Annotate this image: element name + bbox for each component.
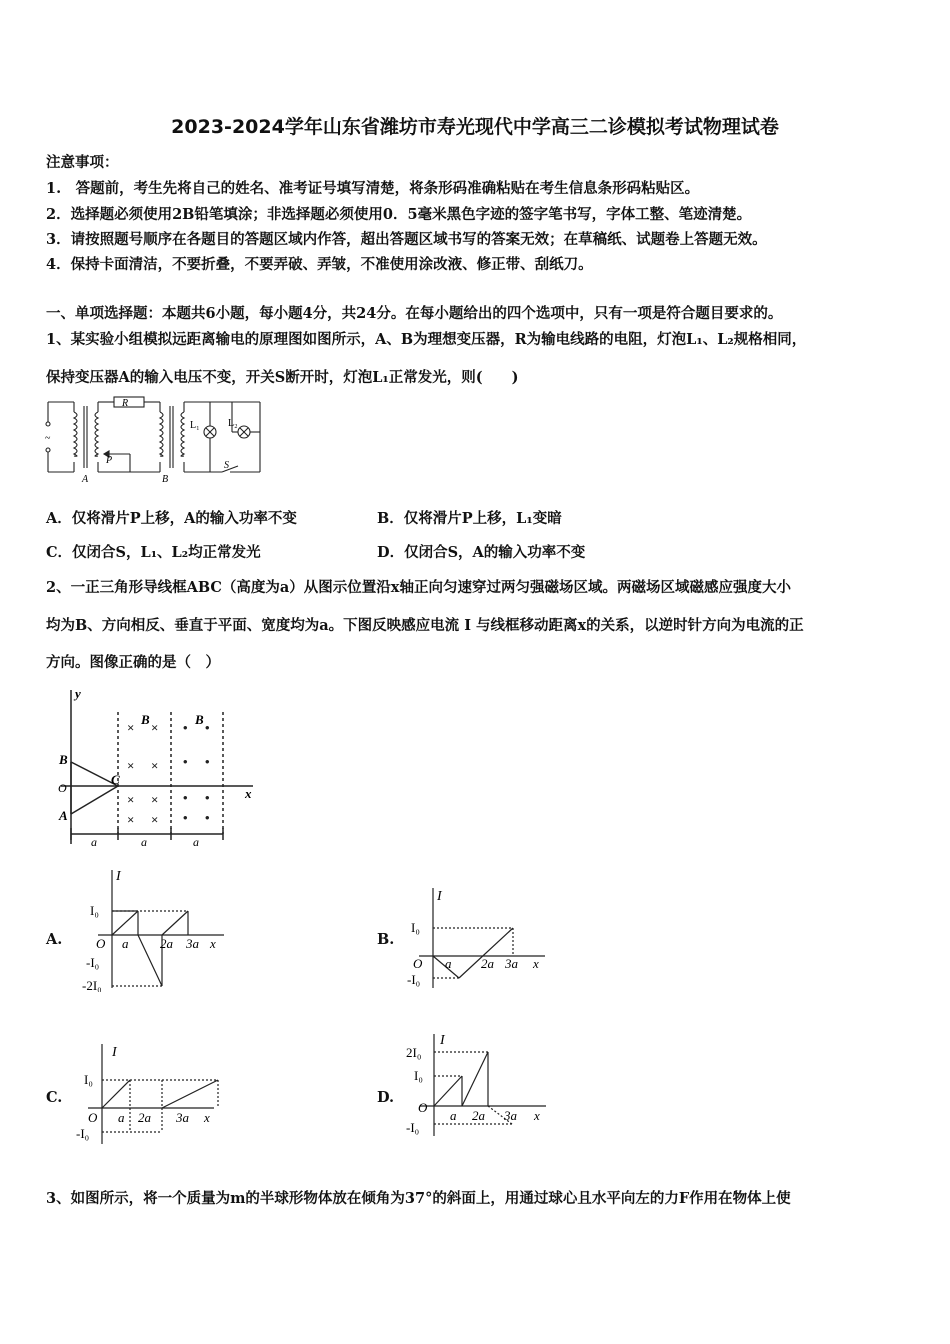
q2-stem-line2: 均为B、方向相反、垂直于平面、宽度均为a。下图反映感应电流 I 与线框移动距离x的关系，以逆时针方向为电流的正 [46, 617, 804, 634]
graph-3a-label: 3a [505, 956, 518, 971]
graph-3a-label: 3a [176, 1110, 189, 1125]
graph-i-label: I [116, 869, 121, 884]
svg-text:•: • [183, 720, 188, 735]
graph-2a-label: 2a [138, 1110, 151, 1125]
graph-i0-label: I₀ [411, 920, 420, 935]
y-axis-label: y [75, 686, 81, 701]
svg-text:×: × [151, 758, 159, 773]
lamp-l2-label: L₂ [228, 418, 238, 429]
svg-text:×: × [151, 812, 159, 827]
q2-option-c-graph [72, 1040, 222, 1146]
svg-text:×: × [151, 720, 159, 735]
q2-option-b-label[interactable]: B. [377, 931, 395, 948]
svg-text:•: • [183, 810, 188, 825]
q2-stem-line1: 2、一正三角形导线框ABC（高度为a）从图示位置沿x轴正向匀速穿过两匀强磁场区域。两磁场区域磁感应强度大小 [46, 579, 791, 596]
graph-i-label: I [437, 889, 442, 904]
graph-2a-label: 2a [472, 1108, 485, 1123]
section-heading: 一、单项选择题：本题共6小题，每小题4分，共24分。在每小题给出的四个选项中，只有一项是符合题目要求的。 [46, 305, 783, 322]
field2-b-label: B [195, 712, 204, 727]
graph-origin-label: O [418, 1100, 428, 1115]
q1-stem-line2: 保持变压器A的输入电压不变，开关S断开时，灯泡L₁正常发光，则( ) [46, 369, 519, 386]
svg-text:•: • [205, 810, 210, 825]
svg-text:•: • [205, 790, 210, 805]
lamp-l1-label: L₁ [190, 420, 200, 431]
graph-i0-label: I₀ [90, 903, 99, 918]
svg-text:•: • [205, 720, 210, 735]
graph-a-label: a [122, 936, 129, 951]
graph-i-label: I [440, 1033, 445, 1048]
graph-i0-label: I₀ [84, 1072, 93, 1087]
notice-item: 2．选择题必须使用2B铅笔填涂；非选择题必须使用0．5毫米黑色字迹的签字笔书写，字体工整、笔迹清楚。 [46, 206, 752, 223]
svg-text:×: × [127, 792, 135, 807]
graph-x-label: x [534, 1108, 540, 1123]
graph-x-label: x [210, 936, 216, 951]
graph-neg-i0-label: -I₀ [406, 1120, 420, 1135]
svg-text:×: × [127, 720, 135, 735]
graph-2i0-label: 2I₀ [406, 1045, 422, 1060]
graph-neg-i0-label: -I₀ [76, 1126, 90, 1141]
origin-label: O [58, 781, 67, 795]
ac-source-symbol: ~ [45, 433, 51, 444]
q2-stem-line3: 方向。图像正确的是（ ） [46, 654, 220, 671]
q1-option-b[interactable]: B．仅将滑片P上移，L₁变暗 [377, 510, 562, 527]
q1-option-d[interactable]: D．仅闭合S，A的输入功率不变 [377, 544, 586, 561]
switch-label: S [224, 460, 229, 471]
q2-field-figure [55, 684, 265, 852]
graph-3a-label: 3a [186, 936, 199, 951]
graph-i-label: I [112, 1045, 117, 1060]
notice-heading: 注意事项： [46, 154, 119, 171]
slider-label: P [106, 455, 113, 466]
notice-item: 1. 答题前，考生先将自己的姓名、准考证号填写清楚，将条形码准确粘贴在考生信息条形码粘贴区。 [46, 180, 700, 197]
graph-2a-label: 2a [160, 936, 173, 951]
svg-text:•: • [205, 754, 210, 769]
graph-x-label: x [533, 956, 539, 971]
q2-option-c-label[interactable]: C. [46, 1089, 63, 1106]
field1-b-label: B [141, 712, 150, 727]
resistor-label: R [122, 398, 129, 409]
x-axis-label: x [245, 786, 252, 801]
q2-option-a-graph [82, 866, 232, 992]
graph-origin-label: O [96, 936, 106, 951]
svg-text:•: • [183, 790, 188, 805]
transformer-a-label: A [82, 474, 89, 484]
graph-neg-i0-label: -I₀ [407, 972, 421, 987]
q2-option-d-graph [400, 1030, 550, 1140]
graph-origin-label: O [88, 1110, 98, 1125]
notice-item: 3．请按照题号顺序在各题目的答题区域内作答，超出答题区域书写的答案无效；在草稿纸、试题卷上答题无效。 [46, 231, 767, 248]
width-label: a [193, 835, 199, 849]
q3-stem-line1: 3、如图所示，将一个质量为m的半球形物体放在倾角为37°的斜面上，用通过球心且水平向左的力F作用在物体上使 [46, 1190, 791, 1207]
graph-a-label: a [450, 1108, 457, 1123]
q1-circuit-figure [42, 392, 267, 484]
width-label: a [141, 835, 147, 849]
graph-x-label: x [204, 1110, 210, 1125]
q2-option-d-label[interactable]: D. [377, 1089, 395, 1106]
graph-i0-label: I₀ [414, 1068, 423, 1083]
q1-option-a[interactable]: A．仅将滑片P上移，A的输入功率不变 [46, 510, 297, 527]
vertex-a-label: A [59, 808, 68, 823]
width-label: a [91, 835, 97, 849]
q2-option-a-label[interactable]: A. [46, 931, 63, 948]
vertex-b-label: B [59, 752, 68, 767]
graph-a-label: a [118, 1110, 125, 1125]
graph-neg-2i0-label: -2I₀ [82, 978, 102, 992]
graph-neg-i0-label: -I₀ [86, 955, 100, 970]
q1-option-c[interactable]: C．仅闭合S，L₁、L₂均正常发光 [46, 544, 261, 561]
svg-text:×: × [127, 758, 135, 773]
svg-text:×: × [127, 812, 135, 827]
svg-text:•: • [183, 754, 188, 769]
q1-stem-line1: 1、某实验小组模拟远距离输电的原理图如图所示，A、B为理想变压器，R为输电线路的电阻，灯泡L₁、L₂规格相同， [46, 331, 807, 348]
transformer-b-label: B [162, 474, 169, 484]
notice-item: 4．保持卡面清洁，不要折叠，不要弄破、弄皱，不准使用涂改液、修正带、刮纸刀。 [46, 256, 593, 273]
q2-option-b-graph [403, 884, 553, 990]
graph-3a-label: 3a [504, 1108, 517, 1123]
vertex-c-label: C [111, 772, 120, 787]
svg-text:×: × [151, 792, 159, 807]
graph-origin-label: O [413, 956, 423, 971]
graph-a-label: a [445, 956, 452, 971]
page-title: 2023-2024学年山东省潍坊市寿光现代中学高三二诊模拟考试物理试卷 [171, 116, 779, 138]
graph-2a-label: 2a [481, 956, 494, 971]
